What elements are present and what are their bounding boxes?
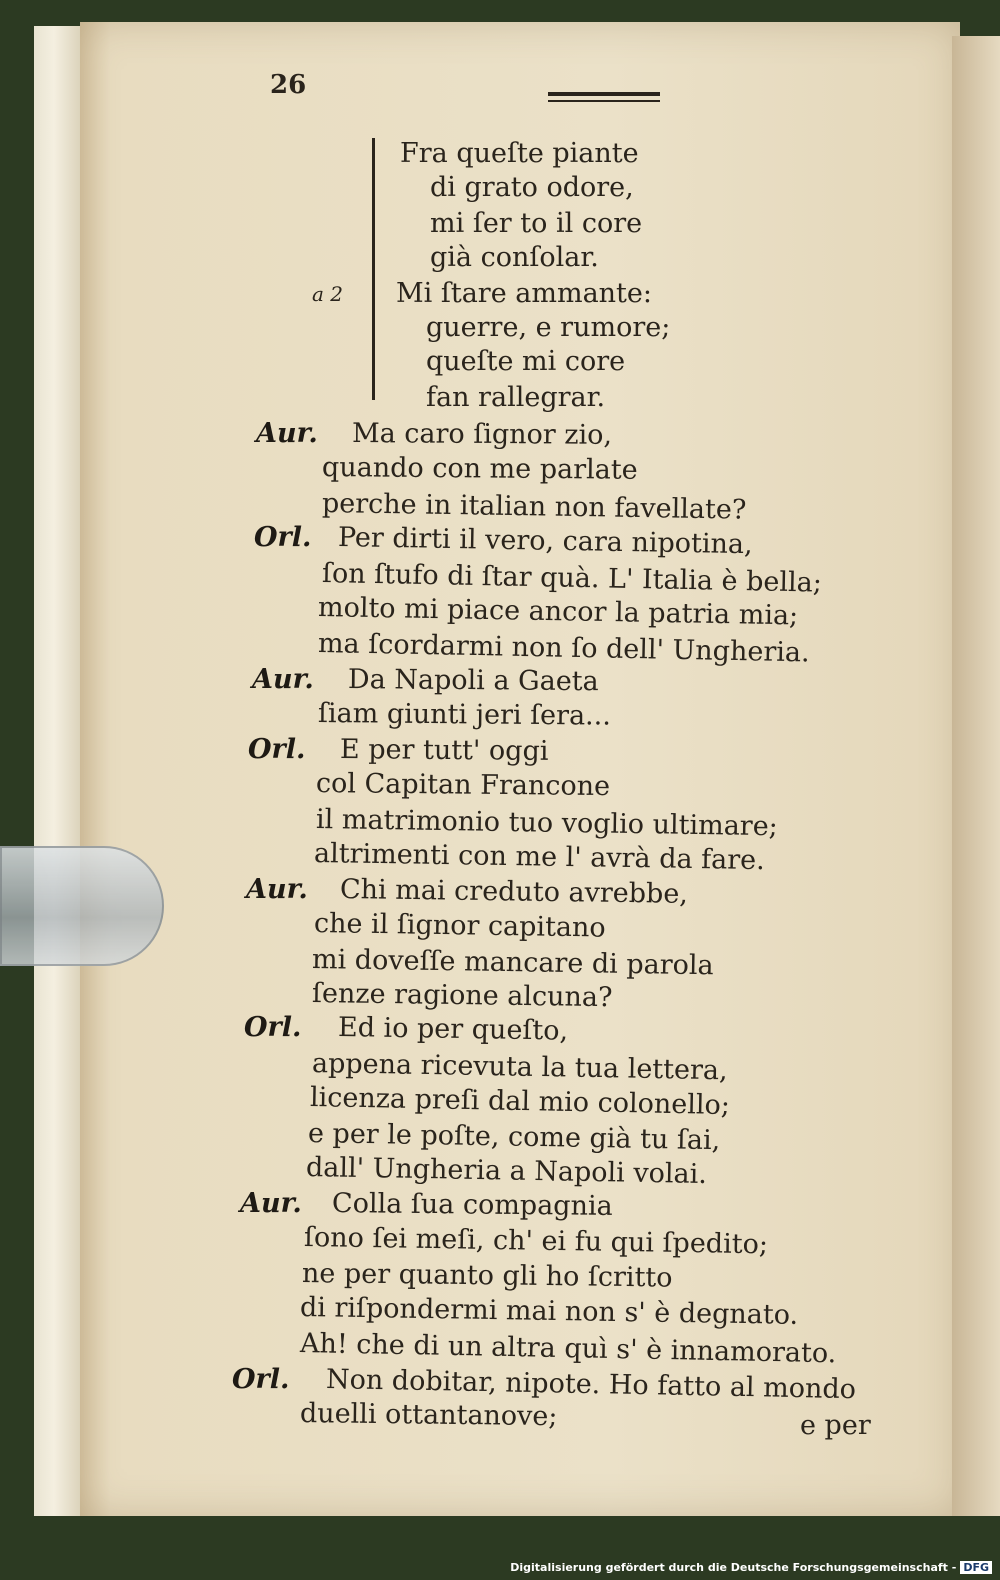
speaker-label: Aur. [240, 1188, 302, 1219]
text-line: col Capitan Francone [315, 768, 611, 803]
text-line: il matrimonio tuo voglio ultimare; [315, 804, 779, 843]
dfg-logo: DFG [960, 1561, 992, 1574]
footer-credit [510, 1561, 992, 1574]
text-line: licenza preſi dal mio colonello; [309, 1082, 731, 1122]
text-line: dall' Ungheria a Napoli volai. [305, 1152, 708, 1190]
text-line: mi doveſſe mancare di parola [311, 944, 714, 982]
facing-page-edge [952, 36, 1000, 1516]
footer-text: Digitalisierung gefördert durch die Deutsche Forschungsgemeinschaft - [510, 1561, 957, 1574]
text-line: mi ſer to il core [430, 208, 643, 239]
text-line: altrimenti con me l' avrà da fare. [313, 838, 765, 877]
text-line: queſte mi core [426, 346, 626, 377]
duet-brace [372, 138, 391, 400]
text-line: che il ſignor capitano [313, 908, 606, 944]
text-line: quando con me parlate [321, 452, 638, 486]
speaker-label: Aur. [252, 664, 314, 695]
text-line: di riſpondermi mai non s' è degnato. [299, 1292, 799, 1331]
speaker-label: Orl. [248, 734, 306, 765]
speaker-label: Aur. [256, 418, 318, 449]
text-line: ma ſcordarmi non ſo dell' Ungheria. [317, 628, 810, 669]
page-stack-edge [34, 26, 84, 1516]
text-line: già conſolar. [430, 242, 599, 273]
text-line: Chi mai creduto avrebbe, [339, 874, 689, 910]
text-line: Per dirti il vero, cara nipotina, [337, 522, 753, 561]
text-line: E per tutt' oggi [339, 734, 549, 767]
text-line: di grato odore, [430, 172, 634, 203]
catchword: e per [800, 1410, 871, 1441]
text-line: ne per quanto gli ho ſcritto [301, 1258, 673, 1294]
speaker-label: a 2 [312, 282, 344, 306]
text-line: ſono ſei meſi, ch' ei fu qui ſpedito; [303, 1222, 769, 1261]
speaker-label: Orl. [244, 1012, 302, 1043]
text-line: ſenze ragione alcuna? [311, 978, 613, 1014]
text-line: Ed io per queſto, [337, 1012, 569, 1047]
text-line: Ma caro ſignor zio, [351, 418, 613, 451]
text-line: Ah! che di un altra quì s' è innamorato. [299, 1328, 837, 1370]
text-line: molto mi piace ancor la patria mia; [317, 592, 799, 632]
text-line: Colla ſua compagnia [331, 1188, 613, 1222]
page-number: 26 [270, 70, 307, 100]
text-line: Mi ſtare ammante: [396, 278, 652, 309]
text-line: ſon ſtufo di ſtar quà. L' Italia è bella; [321, 558, 823, 599]
page-clip [0, 846, 164, 966]
header-rule-thin [548, 100, 660, 102]
text-line: appena ricevuta la tua lettera, [311, 1048, 728, 1087]
header-rule [548, 92, 660, 96]
text-line: fan rallegrar. [426, 382, 606, 413]
text-line: guerre, e rumore; [426, 312, 671, 343]
text-line: Non dobitar, nipote. Ho fatto al mondo [325, 1364, 857, 1406]
speaker-label: Orl. [232, 1364, 290, 1395]
text-line: duelli ottantanove; [299, 1398, 558, 1433]
speaker-label: Orl. [254, 522, 312, 553]
text-line: ſiam giunti jeri ſera... [317, 698, 611, 732]
text-line: perche in italian non favellate? [321, 488, 747, 526]
text-line: e per le poſte, come già tu ſai, [307, 1118, 721, 1157]
speaker-label: Aur. [246, 874, 308, 905]
text-line: Da Napoli a Gaeta [347, 664, 599, 698]
text-line: Fra queſte piante [400, 138, 639, 169]
